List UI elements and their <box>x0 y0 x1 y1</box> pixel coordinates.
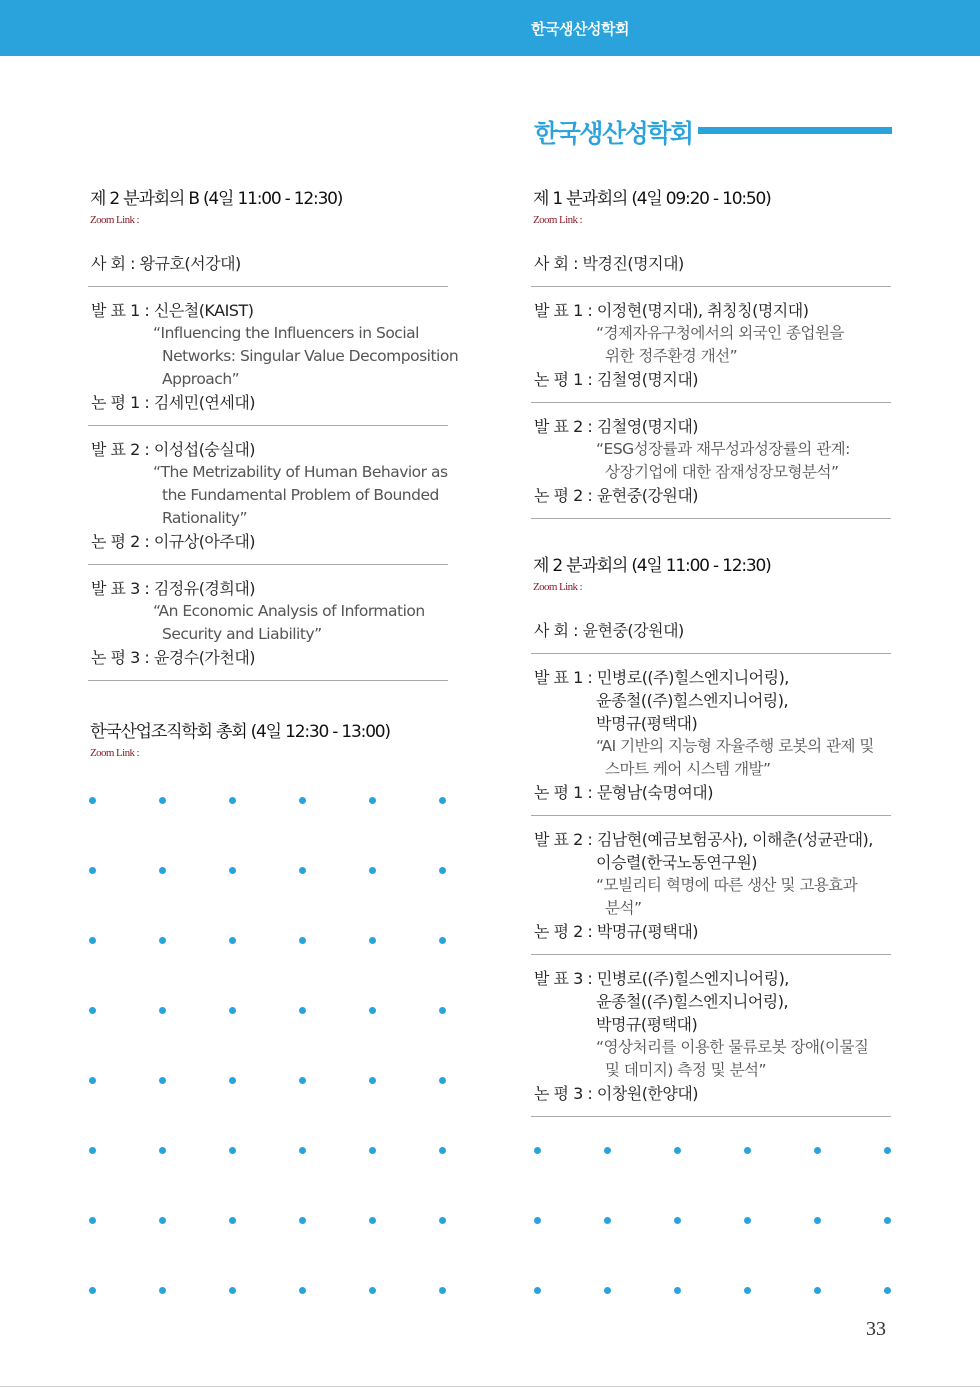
decorative-dot <box>534 1287 541 1294</box>
presenter-line: 발 표 2 : 이성섭(숭실대) <box>91 440 256 459</box>
decorative-dot <box>534 1217 541 1224</box>
decorative-dot <box>439 1287 446 1294</box>
session-heading: 제 1 분과회의 (4일 09:20 - 10:50) <box>533 189 771 209</box>
right-column <box>531 184 891 1117</box>
discussant-line: 논 평 1 : 문형남(숙명여대) <box>534 783 714 802</box>
decorative-dot <box>159 867 166 874</box>
talk-title-line: Approach” <box>162 370 240 388</box>
discussant-line: 논 평 2 : 이규상(아주대) <box>91 532 256 551</box>
decorative-dot <box>604 1147 611 1154</box>
talk-title-line: “The Metrizability of Human Behavior as <box>153 463 448 481</box>
talk-title-line: 상장기업에 대한 잠재성장모형분석” <box>605 463 839 481</box>
decorative-dot <box>89 1077 96 1084</box>
decorative-dot <box>229 1007 236 1014</box>
decorative-dot <box>159 1287 166 1294</box>
session-heading: 제 2 분과회의 B (4일 11:00 - 12:30) <box>90 189 343 209</box>
talk-block <box>88 286 459 425</box>
talk-title-line: Networks: Singular Value Decomposition <box>162 347 459 365</box>
decorative-dot <box>89 1007 96 1014</box>
presenter-continuation: 윤종철((주)힐스엔지니어링), <box>596 992 789 1011</box>
talk-title-line: 스마트 케어 시스템 개발” <box>605 760 771 778</box>
talk-title-line: “Influencing the Influencers in Social <box>153 324 419 342</box>
divider <box>531 1116 891 1117</box>
talk-title-line: “An Economic Analysis of Information <box>153 602 425 620</box>
session-heading: 제 2 분과회의 (4일 11:00 - 12:30) <box>533 556 771 576</box>
decorative-dot <box>89 937 96 944</box>
presenter-line: 발 표 1 : 이정현(명지대), 취칭칭(명지대) <box>534 301 809 320</box>
section-title: 한국생산성학회 <box>534 119 693 148</box>
decorative-dot <box>229 1077 236 1084</box>
zoom-link-label[interactable]: Zoom Link : <box>533 581 583 593</box>
discussant-line: 논 평 2 : 박명규(평택대) <box>534 922 699 941</box>
talk-block <box>531 815 891 954</box>
decorative-dot <box>369 1287 376 1294</box>
moderator-line: 사 회 : 왕규호(서강대) <box>91 254 241 273</box>
discussant-line: 논 평 1 : 김철영(명지대) <box>534 370 699 389</box>
decorative-dot <box>369 1077 376 1084</box>
decorative-dot <box>439 1147 446 1154</box>
banner-title: 한국생산성학회 <box>531 20 629 38</box>
talk-title-line: “모빌리티 혁명에 따른 생산 및 고용효과 <box>596 876 858 894</box>
decorative-dot <box>229 1147 236 1154</box>
decorative-dot <box>439 797 446 804</box>
talk-title-line: “AI 기반의 지능형 자율주행 로봇의 관제 및 <box>596 737 874 755</box>
talk-block <box>531 954 891 1116</box>
discussant-line: 논 평 1 : 김세민(연세대) <box>91 393 256 412</box>
decorative-dot <box>439 937 446 944</box>
decorative-dot <box>439 867 446 874</box>
decorative-dot <box>299 1007 306 1014</box>
decorative-dot <box>299 1147 306 1154</box>
decorative-dot <box>89 867 96 874</box>
talk-block <box>88 425 448 564</box>
decorative-dot <box>369 1007 376 1014</box>
talk-title-line: 위한 정주환경 개선” <box>605 347 738 365</box>
decorative-dot <box>369 797 376 804</box>
decorative-dot <box>814 1147 821 1154</box>
decorative-dot <box>159 937 166 944</box>
discussant-line: 논 평 2 : 윤현중(강원대) <box>534 486 699 505</box>
talk-title-line: “경제자유구청에서의 외국인 종업원을 <box>596 324 844 342</box>
decorative-dot <box>229 1287 236 1294</box>
decorative-dot <box>229 867 236 874</box>
decorative-dot <box>674 1287 681 1294</box>
decorative-dot <box>369 1217 376 1224</box>
talk-title-line: Security and Liability” <box>162 625 322 643</box>
page-number: 33 <box>866 1318 886 1340</box>
talk-block <box>88 564 448 680</box>
zoom-link-label[interactable]: Zoom Link : <box>90 214 140 226</box>
decorative-dot <box>229 797 236 804</box>
title-underline-bar <box>698 127 892 134</box>
talk-title-line: “ESG성장률과 재무성과성장률의 관계: <box>596 440 850 458</box>
decorative-dot <box>89 1147 96 1154</box>
decorative-dot <box>439 1077 446 1084</box>
decorative-dot <box>159 1007 166 1014</box>
decorative-dot <box>814 1217 821 1224</box>
presenter-line: 발 표 2 : 김남현(예금보험공사), 이해춘(성균관대), <box>534 830 873 849</box>
decorative-dot <box>159 797 166 804</box>
decorative-dot <box>299 1077 306 1084</box>
decorative-dot <box>369 937 376 944</box>
talk-title-line: 및 데미지) 측정 및 분석” <box>605 1061 767 1079</box>
decorative-dot <box>299 937 306 944</box>
moderator-line: 사 회 : 박경진(명지대) <box>534 254 684 273</box>
moderator-line: 사 회 : 윤현중(강원대) <box>534 621 684 640</box>
decorative-dot <box>534 1147 541 1154</box>
presenter-continuation: 박명규(평택대) <box>596 714 698 733</box>
talk-title-line: the Fundamental Problem of Bounded <box>162 486 439 504</box>
presenter-line: 발 표 3 : 김정유(경희대) <box>91 579 256 598</box>
zoom-link-label[interactable]: Zoom Link : <box>533 214 583 226</box>
decorative-dot <box>884 1287 891 1294</box>
top-banner <box>0 0 980 56</box>
left-column <box>88 184 459 759</box>
decorative-dot <box>229 937 236 944</box>
talk-block <box>531 653 891 815</box>
decorative-dot <box>229 1217 236 1224</box>
talk-block <box>531 402 891 518</box>
decorative-dot <box>604 1217 611 1224</box>
decorative-dot <box>744 1147 751 1154</box>
decorative-dot <box>159 1147 166 1154</box>
presenter-line: 발 표 1 : 민병로((주)힐스엔지니어링), <box>534 668 789 687</box>
talk-title-line: 분석” <box>605 899 642 917</box>
decorative-dot <box>674 1217 681 1224</box>
decorative-dot <box>744 1287 751 1294</box>
talk-block <box>531 286 891 402</box>
decorative-dot <box>674 1147 681 1154</box>
decorative-dot <box>299 867 306 874</box>
decorative-dot <box>744 1217 751 1224</box>
decorative-dot <box>604 1287 611 1294</box>
zoom-link-label[interactable]: Zoom Link : <box>90 747 140 759</box>
general-meeting-heading: 한국산업조직학회 총회 (4일 12:30 - 13:00) <box>90 722 390 742</box>
decorative-dot <box>439 1007 446 1014</box>
decorative-dot <box>89 797 96 804</box>
decorative-dot <box>814 1287 821 1294</box>
decorative-dot <box>369 1147 376 1154</box>
decorative-dot <box>89 1217 96 1224</box>
decorative-dot <box>884 1147 891 1154</box>
discussant-line: 논 평 3 : 이창원(한양대) <box>534 1084 699 1103</box>
decorative-dot <box>884 1217 891 1224</box>
talk-title-line: Rationality” <box>162 509 248 527</box>
discussant-line: 논 평 3 : 윤경수(가천대) <box>91 648 256 667</box>
decorative-dot <box>439 1217 446 1224</box>
talk-title-line: “영상처리를 이용한 물류로봇 장애(이물질 <box>596 1038 869 1056</box>
decorative-dot <box>299 1287 306 1294</box>
decorative-dot <box>369 867 376 874</box>
presenter-line: 발 표 3 : 민병로((주)힐스엔지니어링), <box>534 969 789 988</box>
decorative-dot <box>299 797 306 804</box>
decorative-dot <box>299 1217 306 1224</box>
presenter-line: 발 표 1 : 신은철(KAIST) <box>91 301 254 320</box>
presenter-continuation: 박명규(평택대) <box>596 1015 698 1034</box>
decorative-dot <box>89 1287 96 1294</box>
presenter-continuation: 윤종철((주)힐스엔지니어링), <box>596 691 789 710</box>
decorative-dot <box>159 1217 166 1224</box>
presenter-line: 발 표 2 : 김철영(명지대) <box>534 417 699 436</box>
decorative-dot <box>159 1077 166 1084</box>
presenter-continuation: 이승렬(한국노동연구원) <box>596 853 758 872</box>
bottom-border <box>0 1386 980 1387</box>
